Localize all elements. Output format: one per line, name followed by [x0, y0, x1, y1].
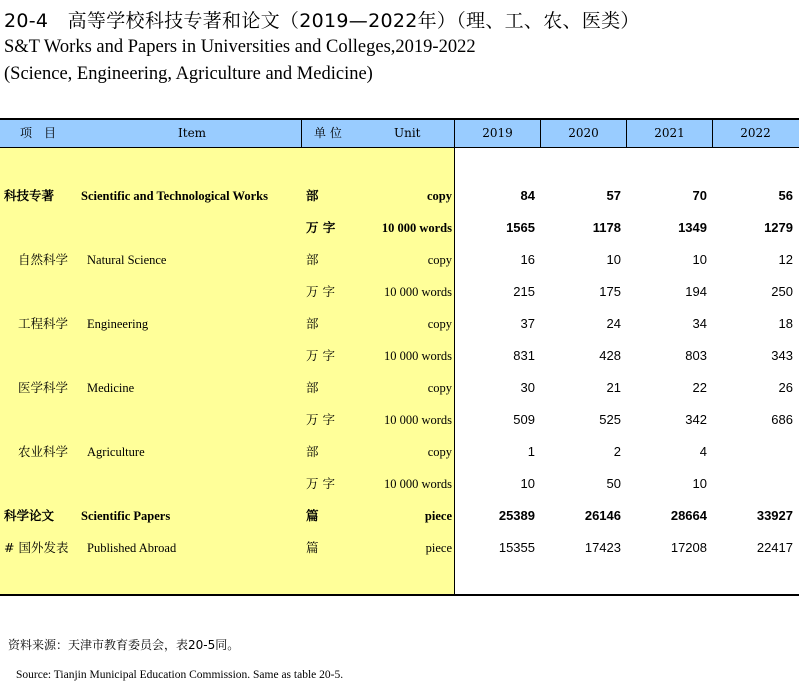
row-unit-en: 10 000 words — [383, 285, 452, 299]
row-unit-en: 10 000 words — [383, 413, 452, 427]
page-title-en: S&T Works and Papers in Universities and Colleges,2019-2022 — [4, 37, 476, 57]
row-unit-cn: 万 字 — [306, 284, 335, 299]
cell-value: 50 — [606, 476, 621, 491]
row-unit-cn: 篇 — [306, 540, 319, 555]
cell-value: 1279 — [764, 220, 793, 235]
table-bottom-rule — [0, 594, 799, 596]
cell-value: 56 — [778, 188, 793, 203]
cell-value: 57 — [606, 188, 621, 203]
cell-value: 4 — [699, 444, 707, 459]
header-year: 2021 — [654, 126, 685, 140]
cell-value: 15355 — [498, 540, 535, 555]
table-row — [0, 212, 799, 244]
row-unit-cn: 万 字 — [306, 412, 335, 427]
table-row — [0, 308, 799, 340]
row-label-cn: 农业科学 — [18, 444, 69, 459]
row-label-cn: 科学论文 — [4, 508, 55, 523]
cell-value: 21 — [606, 380, 621, 395]
row-unit-cn: 部 — [306, 188, 319, 203]
cell-value: 17423 — [584, 540, 621, 555]
cell-value: 525 — [599, 412, 621, 427]
cell-value: 22 — [692, 380, 707, 395]
row-label-cn: 科技专著 — [4, 188, 55, 203]
row-label-cn: # 国外发表 — [4, 540, 69, 555]
cell-value: 18 — [778, 316, 793, 331]
cell-value: 1565 — [506, 220, 535, 235]
source-note-cn: 资料来源：天津市教育委员会，表20-5同。 — [8, 638, 240, 652]
row-unit-cn: 万 字 — [306, 220, 336, 235]
row-label-cn: 自然科学 — [18, 252, 69, 267]
cell-value: 428 — [599, 348, 621, 363]
table-row — [0, 340, 799, 372]
row-unit-en: copy — [427, 189, 452, 203]
table-row — [0, 244, 799, 276]
row-unit-en: 10 000 words — [383, 477, 452, 491]
row-unit-cn: 部 — [306, 316, 319, 331]
table-row — [0, 468, 799, 500]
cell-value: 12 — [778, 252, 793, 267]
cell-value: 803 — [685, 348, 707, 363]
cell-value: 26 — [778, 380, 793, 395]
cell-value: 17208 — [670, 540, 707, 555]
cell-value: 33927 — [756, 508, 793, 523]
cell-value: 16 — [520, 252, 535, 267]
cell-value: 686 — [771, 412, 793, 427]
header-divider — [301, 118, 302, 148]
cell-value: 215 — [513, 284, 535, 299]
cell-value: 250 — [771, 284, 793, 299]
cell-value: 10 — [692, 252, 707, 267]
table-row — [0, 404, 799, 436]
row-unit-en: 10 000 words — [381, 221, 452, 235]
row-label-en: Natural Science — [87, 253, 167, 267]
row-unit-en: piece — [424, 509, 452, 523]
cell-value: 1349 — [678, 220, 707, 235]
page-title-cn: 20-4 高等学校科技专著和论文（2019—2022年）（理、工、农、医类） — [4, 10, 640, 32]
header-item-cn: 项 目 — [20, 126, 57, 140]
cell-value: 342 — [685, 412, 707, 427]
header-unit-en: Unit — [394, 126, 421, 140]
cell-value: 1 — [527, 444, 535, 459]
cell-value: 22417 — [756, 540, 793, 555]
cell-value: 194 — [685, 284, 707, 299]
row-label-en: Engineering — [87, 317, 149, 331]
data-table — [0, 118, 799, 596]
cell-value: 2 — [613, 444, 621, 459]
table-row — [0, 500, 799, 532]
row-unit-cn: 篇 — [306, 508, 319, 523]
table-row — [0, 180, 799, 212]
row-label-cn: 工程科学 — [18, 316, 69, 331]
row-label-en: Scientific and Technological Works — [81, 189, 268, 203]
header-unit-cn: 单 位 — [314, 126, 342, 140]
cell-value: 34 — [692, 316, 707, 331]
row-unit-en: 10 000 words — [383, 349, 452, 363]
cell-value: 831 — [513, 348, 535, 363]
row-unit-cn: 万 字 — [306, 348, 335, 363]
row-label-cn: 医学科学 — [18, 380, 69, 395]
header-year: 2022 — [740, 126, 771, 140]
cell-value: 509 — [513, 412, 535, 427]
cell-value: 24 — [606, 316, 621, 331]
cell-value: 343 — [771, 348, 793, 363]
row-label-en: Scientific Papers — [81, 509, 171, 523]
cell-value: 84 — [520, 188, 535, 203]
cell-value: 28664 — [670, 508, 707, 523]
cell-value — [713, 436, 793, 468]
table-row — [0, 276, 799, 308]
cell-value: 37 — [520, 316, 535, 331]
cell-value: 26146 — [584, 508, 621, 523]
table-row — [0, 372, 799, 404]
cell-value: 70 — [692, 188, 707, 203]
source-note-en: Source: Tianjin Municipal Education Commission. Same as table 20-5. — [16, 669, 344, 681]
table-row — [0, 532, 799, 564]
row-unit-en: piece — [425, 541, 452, 555]
cell-value — [713, 468, 793, 500]
cell-value: 30 — [520, 380, 535, 395]
row-unit-cn: 部 — [306, 380, 319, 395]
cell-value: 10 — [520, 476, 535, 491]
row-label-en: Medicine — [87, 381, 135, 395]
row-unit-en: copy — [427, 381, 452, 395]
cell-value: 10 — [692, 476, 707, 491]
row-unit-cn: 部 — [306, 444, 319, 459]
row-unit-cn: 万 字 — [306, 476, 335, 491]
cell-value: 175 — [599, 284, 621, 299]
header-year: 2020 — [568, 126, 599, 140]
header-item-en: Item — [178, 126, 207, 140]
row-label-en: Published Abroad — [87, 541, 177, 555]
row-unit-cn: 部 — [306, 252, 319, 267]
page-subtitle-en: (Science, Engineering, Agriculture and Medicine) — [4, 64, 373, 84]
header-year: 2019 — [482, 126, 513, 140]
row-unit-en: copy — [427, 317, 452, 331]
row-label-en: Agriculture — [87, 445, 145, 459]
cell-value: 10 — [606, 252, 621, 267]
row-unit-en: copy — [427, 253, 452, 267]
cell-value: 1178 — [592, 220, 621, 235]
table-row — [0, 436, 799, 468]
cell-value: 25389 — [498, 508, 535, 523]
row-unit-en: copy — [427, 445, 452, 459]
